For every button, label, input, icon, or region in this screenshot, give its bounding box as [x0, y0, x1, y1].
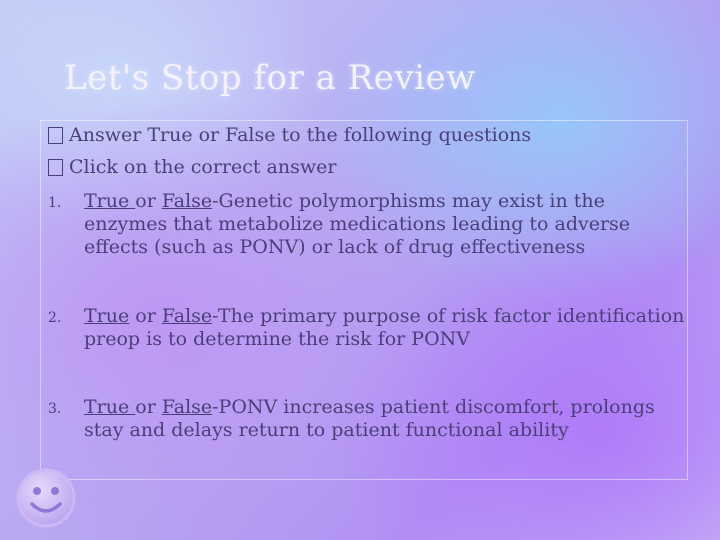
checkbox-icon — [48, 159, 63, 176]
true-link-q1[interactable]: True — [84, 190, 136, 212]
or-text: or — [135, 190, 162, 212]
bullet-instruction-1 — [48, 124, 531, 146]
false-link-q1[interactable]: False — [161, 190, 213, 212]
question-text: -PONV increases patient discomfort, prolongs stay and delays return to patient functional ability — [84, 396, 655, 441]
checkbox-icon — [48, 127, 63, 144]
question-1 — [48, 190, 688, 259]
false-link-q2[interactable]: False — [161, 305, 213, 327]
bullet-text: Answer True or False to the following questions — [69, 124, 532, 146]
true-link-q2[interactable]: True — [84, 305, 130, 327]
smiley-face-icon — [14, 466, 78, 530]
or-text: or — [129, 305, 162, 327]
false-link-q3[interactable]: False — [161, 396, 213, 418]
slide-title: Let's Stop for a Review — [64, 58, 476, 98]
true-link-q3[interactable]: True — [84, 396, 136, 418]
question-text: -The primary purpose of risk factor identification preop is to determine the risk for PONV — [84, 305, 685, 350]
question-2 — [48, 305, 688, 351]
or-text: or — [135, 396, 162, 418]
question-text: -Genetic polymorphisms may exist in the enzymes that metabolize medications leading to adverse effects (such as PONV) or lack of drug effectiveness — [84, 190, 631, 258]
question-number: 3. — [48, 401, 62, 417]
question-3 — [48, 396, 688, 442]
question-number: 1. — [48, 195, 62, 211]
bullet-text: Click on the correct answer — [69, 156, 337, 178]
bullet-instruction-2 — [48, 156, 336, 178]
question-number: 2. — [48, 310, 62, 326]
